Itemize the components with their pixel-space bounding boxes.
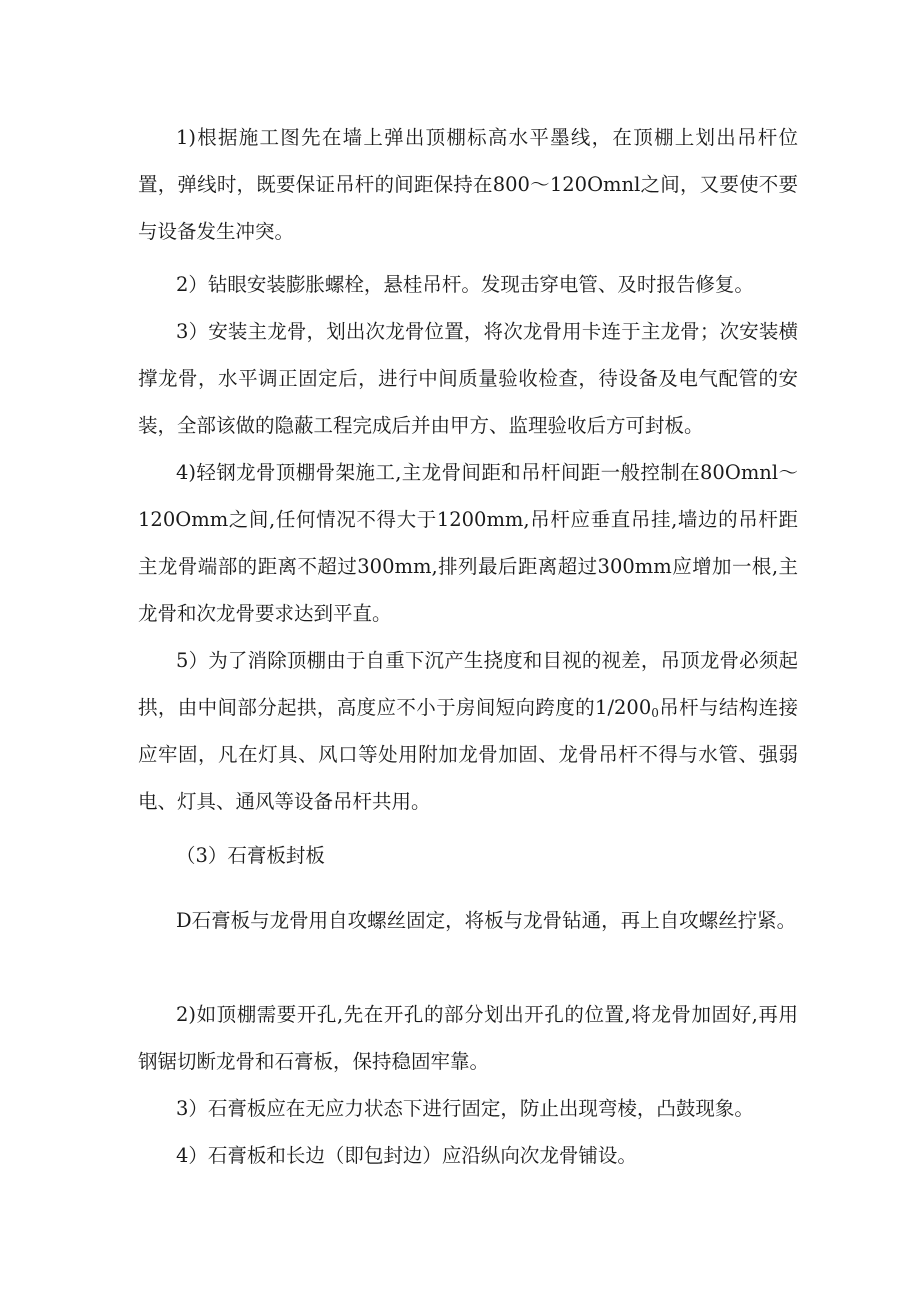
paragraph-5-text-b: 吊杆与结构连接应牢固，凡在灯具、风口等处用附加龙骨加固、龙骨吊杆不得与水管、强弱电、灯具、通风等设备吊杆共用。: [138, 696, 798, 813]
paragraph-5-subscript: 0: [651, 706, 659, 720]
paragraph-5-text-a: 5）为了消除顶棚由于自重下沉产生挠度和目视的视差，吊顶龙骨必须起拱，由中间部分起拱，高度应不小于房间短向跨度的1/200: [138, 649, 798, 719]
paragraph-3: 3）安装主龙骨，划出次龙骨位置，将次龙骨用卡连于主龙骨；次安装横撑龙骨，水平调正固定后，进行中间质量验收检查，待设备及电气配管的安装，全部该做的隐蔽工程完成后并由甲方、监理验收后方可封板。: [138, 320, 798, 437]
section-paragraph-2: 2)如顶棚需要开孔,先在开孔的部分划出开孔的位置,将龙骨加固好,再用钢锯切断龙骨和石膏板，保持稳固牢靠。: [138, 1003, 798, 1073]
section-paragraph-3: 3）石膏板应在无应力状态下进行固定，防止出现弯棱，凸鼓现象。: [176, 1097, 754, 1120]
paragraph-5: [138, 637, 798, 825]
section-paragraph-4: 4）石膏板和长边（即包封边）应沿纵向次龙骨铺设。: [176, 1144, 637, 1167]
section-heading: （3）石膏板封板: [176, 844, 325, 867]
paragraph-4: 4)轻钢龙骨顶棚骨架施工,主龙骨间距和吊杆间距一般控制在80Omnl～120Omm之间,任何情况不得大于1200mm,吊杆应垂直吊挂,墙边的吊杆距主龙骨端部的距离不超过300mm,排列最后距离超过300mm应增加一根,主龙骨和次龙骨要求达到平直。: [138, 461, 798, 625]
paragraph-1: 1)根据施工图先在墙上弹出顶棚标高水平墨线，在顶棚上划出吊杆位置，弹线时，既要保证吊杆的间距保持在800～120Omnl之间，又要使不要与设备发生冲突。: [138, 126, 798, 243]
paragraph-2: 2）钻眼安装膨胀螺栓，悬桂吊杆。发现击穿电管、及时报告修复。: [176, 273, 754, 296]
section-paragraph-1: D石膏板与龙骨用自攻螺丝固定，将板与龙骨钻通，再上自攻螺丝拧紧。: [176, 909, 797, 932]
